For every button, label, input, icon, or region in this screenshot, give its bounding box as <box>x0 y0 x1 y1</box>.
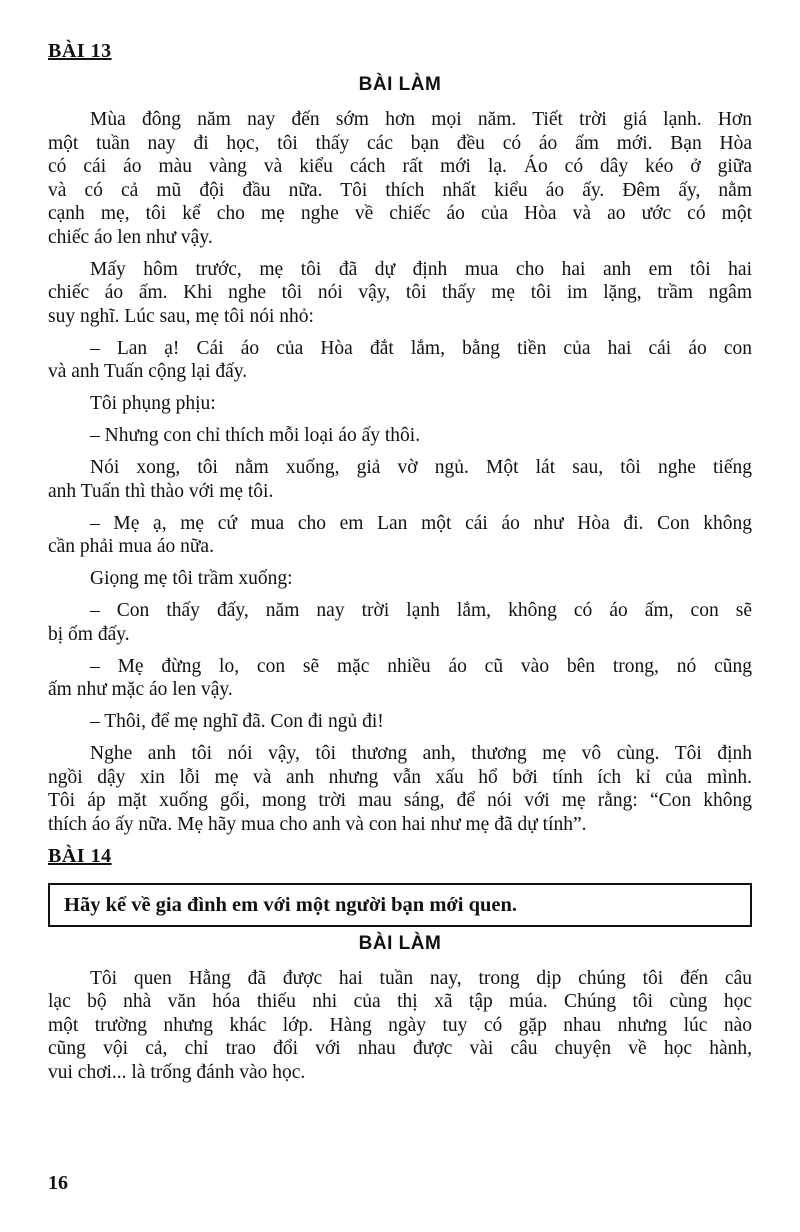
text-line: và anh Tuấn cộng lại đấy. <box>48 361 248 382</box>
text-line: Nghe anh tôi nói vậy, tôi thương anh, thương mẹ vô cùng. Tôi định <box>90 743 752 764</box>
section-bai-14 <box>48 845 752 1085</box>
text-line: Tôi áp mặt xuống gối, mong trời mau sáng, để nói với mẹ rằng: “Con không <box>48 790 752 811</box>
paragraph <box>48 710 752 734</box>
paragraph <box>48 392 752 416</box>
text-line: có cái áo màu vàng và kiểu cách rất mới lạ. Áo có dây kéo ở giữa <box>48 156 752 177</box>
text-line: một tuần nay đi học, tôi thấy các bạn đều có áo ấm mới. Bạn Hòa <box>48 132 752 154</box>
text-line: cạnh mẹ, tôi kể cho mẹ nghe về chiếc áo của Hòa và ao ước có một <box>48 203 752 224</box>
paragraph <box>48 599 752 646</box>
text-line: Tôi phụng phịu: <box>90 393 216 414</box>
text-line: – Lan ạ! Cái áo của Hòa đắt lắm, bằng tiền của hai cái áo con <box>90 337 752 359</box>
text-line: Mùa đông năm nay đến sớm hơn mọi năm. Tiết trời giá lạnh. Hơn <box>90 109 752 130</box>
text-line: bị ốm đấy. <box>48 623 130 645</box>
page-number: 16 <box>48 1172 68 1194</box>
paragraph <box>48 258 752 329</box>
paragraph <box>48 567 752 591</box>
text-line: chiếc áo ấm. Khi nghe tôi nói vậy, tôi thấy mẹ tôi im lặng, trầm ngâm <box>48 282 752 303</box>
answer-heading: BÀI LÀM <box>358 932 442 954</box>
text-line: lạc bộ nhà văn hóa thiếu nhi của thị xã tập múa. Chúng tôi cùng học <box>48 991 752 1012</box>
text-line: Tôi quen Hằng đã được hai tuần nay, trong dịp chúng tôi đến câu <box>90 967 752 989</box>
text-line: ấm như mặc áo len vậy. <box>48 679 233 700</box>
paragraph <box>48 655 752 702</box>
paragraph <box>48 742 752 836</box>
text-line: Nói xong, tôi nằm xuống, giả vờ ngủ. Một lát sau, tôi nghe tiếng <box>90 457 752 478</box>
paragraph <box>48 108 752 249</box>
text-line: Mấy hôm trước, mẹ tôi đã dự định mua cho hai anh em tôi hai <box>90 258 752 280</box>
paragraph <box>48 512 752 559</box>
text-line: và có cả mũ đội đầu nữa. Tôi thích nhất kiểu áo ấy. Đêm ấy, nằm <box>48 179 752 201</box>
section-bai-13 <box>48 40 752 836</box>
paragraph <box>48 967 752 1085</box>
text-line: ngồi dậy xin lỗi mẹ và anh nhưng vẫn xấu hổ bởi tính ích kỉ của mình. <box>48 766 752 788</box>
essay-body <box>48 967 752 1085</box>
exercise-prompt-box: Hãy kể về gia đình em với một người bạn mới quen. <box>48 883 752 927</box>
text-line: chiếc áo len như vậy. <box>48 226 213 248</box>
text-line: – Thôi, để mẹ nghĩ đã. Con đi ngủ đi! <box>90 711 384 732</box>
text-line: vui chơi... là trống đánh vào học. <box>48 1061 306 1083</box>
essay-body <box>48 108 752 836</box>
exercise-heading: BÀI 14 <box>48 844 112 867</box>
text-line: cần phải mua áo nữa. <box>48 536 214 557</box>
text-line: một trường nhưng khác lớp. Hàng ngày tuy có gặp nhau nhưng lúc nào <box>48 1014 752 1036</box>
text-line: suy nghĩ. Lúc sau, mẹ tôi nói nhỏ: <box>48 305 314 327</box>
document-page <box>48 40 752 1093</box>
answer-heading: BÀI LÀM <box>358 74 442 95</box>
text-line: thích áo ấy nữa. Mẹ hãy mua cho anh và con hai như mẹ đã dự tính”. <box>48 813 587 835</box>
text-line: – Mẹ ạ, mẹ cứ mua cho em Lan một cái áo như Hòa đi. Con không <box>90 512 752 534</box>
paragraph <box>48 456 752 503</box>
text-line: – Mẹ đừng lo, con sẽ mặc nhiều áo cũ vào bên trong, nó cũng <box>90 655 752 677</box>
text-line: Giọng mẹ tôi trầm xuống: <box>90 568 293 589</box>
text-line: – Con thấy đấy, năm nay trời lạnh lắm, không có áo ấm, con sẽ <box>90 600 752 621</box>
text-line: anh Tuấn thì thào với mẹ tôi. <box>48 480 274 502</box>
exercise-heading: BÀI 13 <box>48 40 112 62</box>
paragraph <box>48 337 752 384</box>
text-line: cũng vội cả, chỉ trao đổi với nhau được vài câu chuyện về học hành, <box>48 1038 752 1059</box>
paragraph <box>48 424 752 448</box>
text-line: – Nhưng con chỉ thích mỗi loại áo ấy thôi. <box>90 425 421 446</box>
